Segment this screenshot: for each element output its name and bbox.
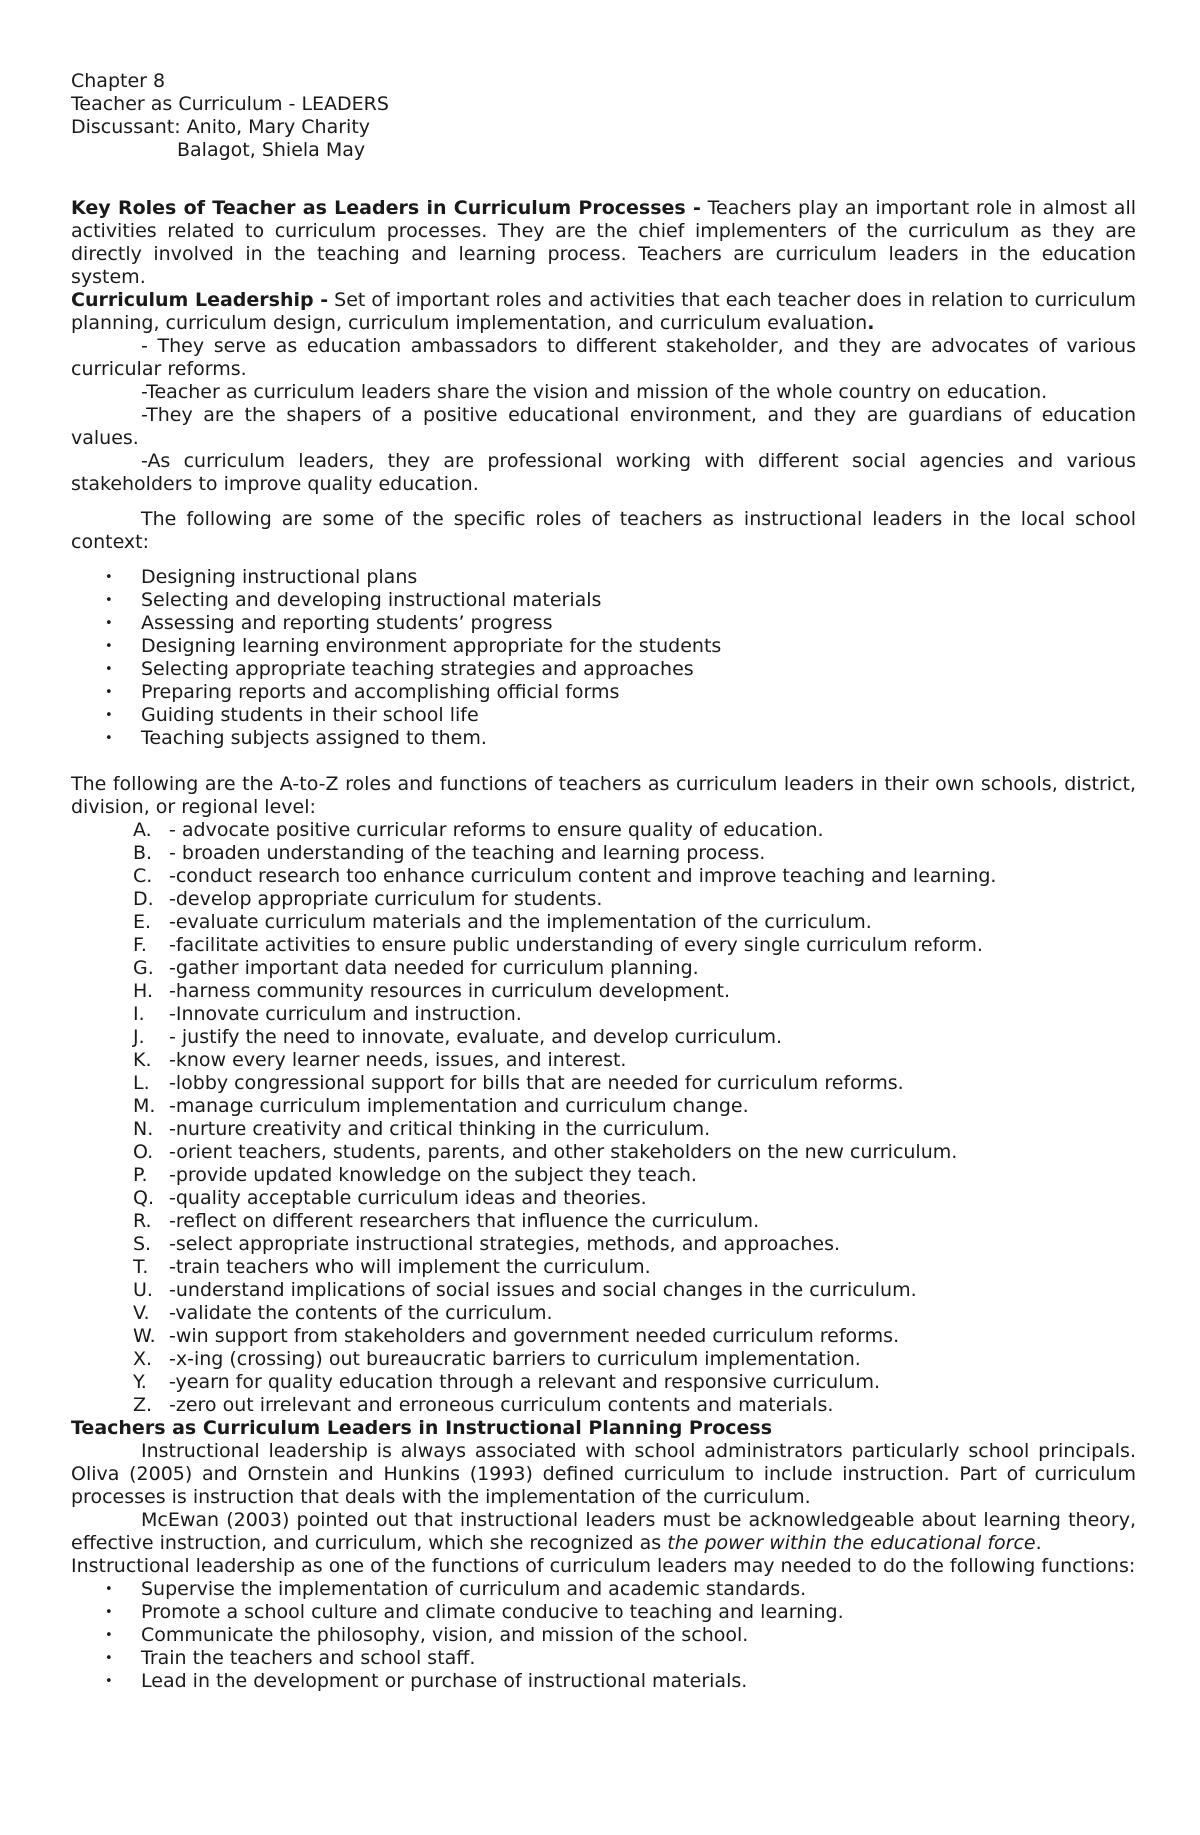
list-item-text: -harness community resources in curriculum development.	[169, 980, 731, 1002]
list-item-text: Train the teachers and school staff.	[141, 1647, 476, 1669]
bullet-icon: •	[105, 570, 113, 585]
leadership-point: -Teacher as curriculum leaders share the vision and mission of the whole country on education.	[141, 381, 1048, 403]
list-letter: J.	[133, 1026, 145, 1048]
list-item	[71, 934, 1136, 957]
list-item	[71, 911, 1136, 934]
list-item	[71, 1578, 1136, 1601]
bullet-icon: •	[105, 616, 113, 631]
list-letter: T.	[133, 1256, 149, 1278]
list-item-text: -manage curriculum implementation and curriculum change.	[169, 1095, 749, 1117]
list-item	[71, 1256, 1136, 1279]
bullet-icon: •	[105, 731, 113, 746]
list-item	[71, 612, 1136, 635]
bullet-icon: •	[105, 685, 113, 700]
bullet-icon: •	[105, 1651, 113, 1666]
leadership-point: -As curriculum leaders, they are professional working with different social agencies and various stakeholders to improve quality education.	[71, 450, 1136, 495]
leadership-point: - They serve as education ambassadors to different stakeholder, and they are advocates of various curricular reforms.	[71, 335, 1136, 380]
list-item-text: -x-ing (crossing) out bureaucratic barriers to curriculum implementation.	[169, 1348, 861, 1370]
list-letter: C.	[133, 865, 153, 887]
list-item	[71, 1601, 1136, 1624]
document-header	[71, 70, 1136, 162]
key-roles-paragraph	[71, 197, 1136, 289]
a-to-z-list	[71, 819, 1136, 1417]
list-letter: N.	[133, 1118, 154, 1140]
list-item-text: Preparing reports and accomplishing official forms	[141, 681, 620, 703]
list-item	[71, 727, 1136, 750]
list-letter: A.	[133, 819, 152, 841]
list-letter: B.	[133, 842, 153, 864]
list-item-text: -quality acceptable curriculum ideas and theories.	[169, 1187, 647, 1209]
list-item-text: Designing instructional plans	[141, 566, 418, 588]
list-letter: D.	[133, 888, 154, 910]
list-item-text: - justify the need to innovate, evaluate, and develop curriculum.	[169, 1026, 783, 1048]
list-item-text: -lobby congressional support for bills that are needed for curriculum reforms.	[169, 1072, 904, 1094]
spacer	[71, 185, 1136, 197]
list-item	[71, 842, 1136, 865]
list-item	[71, 1026, 1136, 1049]
list-item-text: - advocate positive curricular reforms to ensure quality of education.	[169, 819, 824, 841]
list-item-text: -provide updated knowledge on the subject they teach.	[169, 1164, 697, 1186]
list-item-text: Assessing and reporting students’ progress	[141, 612, 553, 634]
list-item-text: -train teachers who will implement the curriculum.	[169, 1256, 651, 1278]
list-item-text: -validate the contents of the curriculum.	[169, 1302, 553, 1324]
list-item	[71, 819, 1136, 842]
list-letter: U.	[133, 1279, 153, 1301]
curriculum-leadership-end: .	[867, 312, 875, 334]
paragraph-text: McEwan (2003) pointed out that instructional leaders must be acknowledgeable about learning theory, effective instruction, and curriculum, which she recognized as	[71, 1509, 1136, 1554]
specific-roles-list	[71, 566, 1136, 750]
list-item-text: -know every learner needs, issues, and interest.	[169, 1049, 627, 1071]
emphasis-text: the power within the educational force	[667, 1532, 1036, 1554]
list-item-text: -evaluate curriculum materials and the implementation of the curriculum.	[169, 911, 872, 933]
list-letter: G.	[133, 957, 154, 979]
discussant-name-2: Balagot, Shiela May	[177, 139, 366, 161]
spacer	[71, 554, 1136, 566]
chapter-label: Chapter 8	[71, 70, 166, 92]
list-item	[71, 566, 1136, 589]
list-item	[71, 1302, 1136, 1325]
list-item-text: -conduct research too enhance curriculum content and improve teaching and learning.	[169, 865, 997, 887]
list-item	[71, 681, 1136, 704]
instructional-planning-paragraph-1: Instructional leadership is always associated with school administrators particularly school principals. Oliva (2005) and Ornstein and Hunkins (1993) defined curriculum to include instruction. Part of curriculum processes is instruction that deals with the implementation of the curriculum.	[71, 1440, 1136, 1508]
discussant-line: Discussant: Anito, Mary Charity	[71, 116, 371, 138]
spacer	[71, 496, 1136, 508]
list-item	[71, 1141, 1136, 1164]
list-letter: S.	[133, 1233, 152, 1255]
list-item-text: Supervise the implementation of curriculum and academic standards.	[141, 1578, 807, 1600]
curriculum-leadership-heading: Curriculum Leadership -	[71, 289, 329, 311]
list-letter: O.	[133, 1141, 154, 1163]
list-item-text: -develop appropriate curriculum for students.	[169, 888, 603, 910]
a-to-z-intro: The following are the A-to-Z roles and functions of teachers as curriculum leaders in their own schools, district, division, or regional level:	[71, 773, 1136, 818]
list-item	[71, 1233, 1136, 1256]
list-letter: V.	[133, 1302, 150, 1324]
list-item-text: - broaden understanding of the teaching and learning process.	[169, 842, 766, 864]
list-letter: H.	[133, 980, 153, 1002]
list-item-text: -Innovate curriculum and instruction.	[169, 1003, 522, 1025]
list-item	[71, 1670, 1136, 1693]
list-letter: Z.	[133, 1394, 153, 1416]
document-title: Teacher as Curriculum - LEADERS	[71, 93, 389, 115]
list-letter: W.	[133, 1325, 156, 1347]
list-item-text: Lead in the development or purchase of instructional materials.	[141, 1670, 748, 1692]
list-item	[71, 1647, 1136, 1670]
list-item-text: -zero out irrelevant and erroneous curriculum contents and materials.	[169, 1394, 834, 1416]
list-item-text: -facilitate activities to ensure public understanding of every single curriculum reform.	[169, 934, 983, 956]
bullet-icon: •	[105, 1674, 113, 1689]
list-item	[71, 1187, 1136, 1210]
paragraph-end: .	[1035, 1532, 1042, 1554]
list-letter: Y.	[133, 1371, 147, 1393]
list-item-text: -orient teachers, students, parents, and other stakeholders on the new curriculum.	[169, 1141, 958, 1163]
list-item-text: Teaching subjects assigned to them.	[141, 727, 487, 749]
list-item	[71, 1279, 1136, 1302]
list-item	[71, 980, 1136, 1003]
list-item	[71, 1325, 1136, 1348]
leadership-point: -They are the shapers of a positive educational environment, and they are guardians of education values.	[71, 404, 1136, 449]
curriculum-leadership-paragraph	[71, 289, 1136, 335]
list-item-text: -win support from stakeholders and government needed curriculum reforms.	[169, 1325, 900, 1347]
bullet-icon: •	[105, 1582, 113, 1597]
list-item	[71, 1049, 1136, 1072]
list-item	[71, 865, 1136, 888]
list-item	[71, 635, 1136, 658]
list-item	[71, 1348, 1136, 1371]
list-item-text: -select appropriate instructional strategies, methods, and approaches.	[169, 1233, 841, 1255]
list-item-text: Guiding students in their school life	[141, 704, 479, 726]
list-item	[71, 1624, 1136, 1647]
list-letter: P.	[133, 1164, 148, 1186]
list-item-text: Communicate the philosophy, vision, and mission of the school.	[141, 1624, 749, 1646]
list-item	[71, 1072, 1136, 1095]
list-letter: L.	[133, 1072, 150, 1094]
list-item	[71, 1118, 1136, 1141]
list-item	[71, 1210, 1136, 1233]
specific-roles-intro: The following are some of the specific roles of teachers as instructional leaders in the local school context:	[71, 508, 1136, 553]
list-letter: I.	[133, 1003, 145, 1025]
list-item-text: -nurture creativity and critical thinking in the curriculum.	[169, 1118, 711, 1140]
list-item-text: Selecting and developing instructional materials	[141, 589, 602, 611]
list-letter: F.	[133, 934, 147, 956]
list-item-text: -reflect on different researchers that influence the curriculum.	[169, 1210, 760, 1232]
list-item-text: -understand implications of social issues and social changes in the curriculum.	[169, 1279, 917, 1301]
list-item	[71, 1003, 1136, 1026]
list-letter: K.	[133, 1049, 152, 1071]
list-item-text: Selecting appropriate teaching strategies and approaches	[141, 658, 694, 680]
list-item	[71, 888, 1136, 911]
bullet-icon: •	[105, 639, 113, 654]
spacer	[71, 750, 1136, 773]
list-item	[71, 589, 1136, 612]
document-page	[71, 70, 1136, 1693]
bullet-icon: •	[105, 1605, 113, 1620]
key-roles-heading: Key Roles of Teacher as Leaders in Curriculum Processes -	[71, 197, 701, 219]
list-letter: M.	[133, 1095, 156, 1117]
list-letter: Q.	[133, 1187, 154, 1209]
list-item	[71, 1394, 1136, 1417]
list-letter: X.	[133, 1348, 153, 1370]
list-item	[71, 1371, 1136, 1394]
list-item	[71, 957, 1136, 980]
list-item	[71, 704, 1136, 727]
functions-list	[71, 1578, 1136, 1693]
bullet-icon: •	[105, 662, 113, 677]
list-item-text: -yearn for quality education through a relevant and responsive curriculum.	[169, 1371, 881, 1393]
key-roles-text: Teachers play an important role in almost all activities related to curriculum processes. They are the chief implementers of the curriculum as they are directly involved in the teaching and learning process. Teachers are curriculum leaders in the education system.	[71, 197, 1136, 288]
list-item-text: Designing learning environment appropriate for the students	[141, 635, 722, 657]
instructional-planning-paragraph-3: Instructional leadership as one of the functions of curriculum leaders may needed to do the following functions:	[71, 1555, 1136, 1577]
list-item	[71, 1095, 1136, 1118]
list-letter: E.	[133, 911, 152, 933]
list-item-text: Promote a school culture and climate conducive to teaching and learning.	[141, 1601, 844, 1623]
list-letter: R.	[133, 1210, 152, 1232]
bullet-icon: •	[105, 1628, 113, 1643]
curriculum-leadership-text: Set of important roles and activities that each teacher does in relation to curriculum planning, curriculum design, curriculum implementation, and curriculum evaluation	[71, 289, 1136, 334]
instructional-planning-heading: Teachers as Curriculum Leaders in Instructional Planning Process	[71, 1417, 773, 1439]
list-item	[71, 1164, 1136, 1187]
bullet-icon: •	[105, 708, 113, 723]
list-item	[71, 658, 1136, 681]
spacer	[71, 162, 1136, 185]
list-item-text: -gather important data needed for curriculum planning.	[169, 957, 699, 979]
instructional-planning-paragraph-2	[71, 1509, 1136, 1555]
bullet-icon: •	[105, 593, 113, 608]
